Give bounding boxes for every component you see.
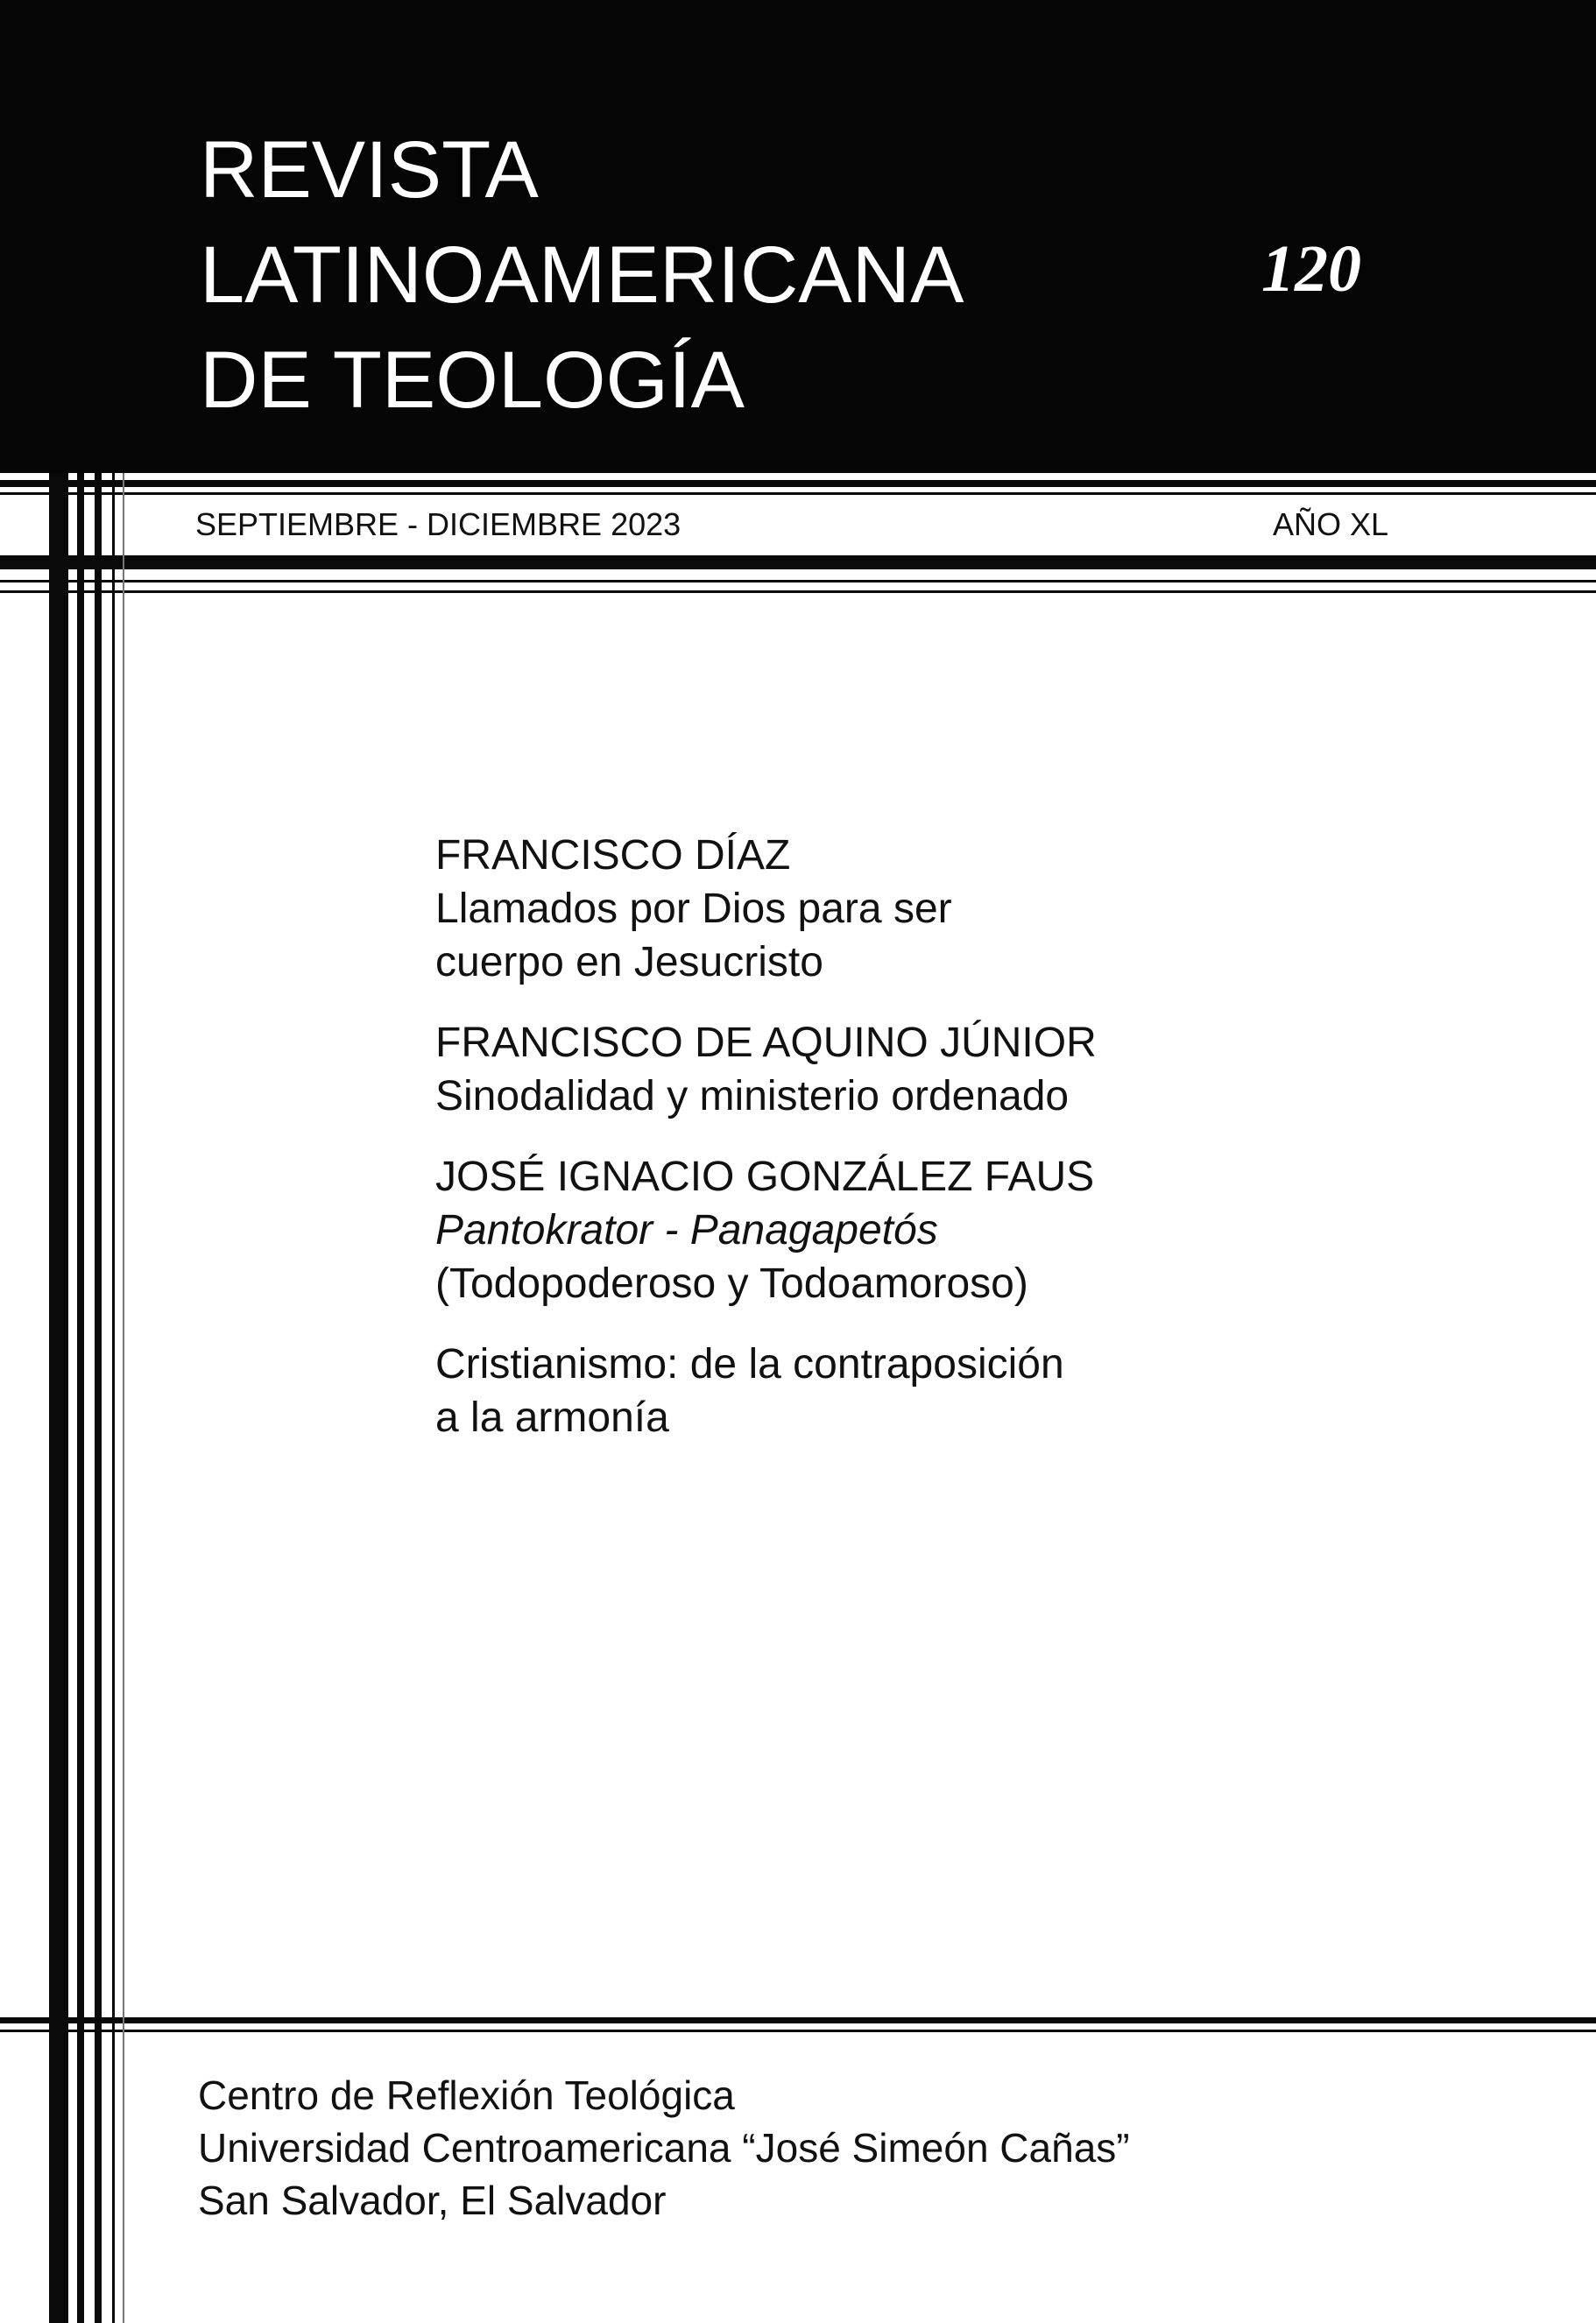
rule-mid-thick [0,555,1596,569]
article-3 [435,1150,1311,1310]
article-title-line: a la armonía [435,1395,669,1441]
article-2 [435,1016,1311,1123]
table-of-contents [435,829,1311,1472]
issue-period: SEPTIEMBRE - DICIEMBRE 2023 [195,506,681,542]
rule-top-thin [0,492,1596,495]
rule-top-thick [0,480,1596,487]
vrule-thick [49,473,68,2323]
issue-year: AÑO XL [1273,506,1389,542]
publisher-line: Centro de Reflexión Teológica [198,2072,735,2118]
article-title-line: Sinodalidad y ministerio ordenado [435,1073,1070,1119]
rule-bottom-thin [0,2030,1596,2032]
vrule-thin-2 [123,473,124,2323]
journal-title-line-2: LATINOAMERICANA [200,230,964,320]
issue-number: 120 [1261,232,1361,306]
article-author: FRANCISCO DE AQUINO JÚNIOR [435,1020,1097,1066]
article-author: FRANCISCO DÍAZ [435,832,791,879]
article-title-line: Cristianismo: de la contraposición [435,1341,1064,1387]
vrule-thin-1 [112,473,115,2323]
journal-title-line-3: DE TEOLOGÍA [200,335,745,425]
journal-title-line-1: REVISTA [200,125,539,215]
vrule-medium-2 [95,473,102,2323]
article-1 [435,829,1311,989]
vrule-medium-1 [77,473,84,2323]
publisher-info [198,2069,1130,2227]
rule-mid-thin-2 [0,590,1596,593]
article-title-line: (Todopoderoso y Todoamoroso) [435,1260,1028,1307]
publisher-line: Universidad Centroamericana “José Simeón Cañas” [198,2125,1130,2171]
rule-mid-thin-1 [0,580,1596,583]
article-title-line: Llamados por Dios para ser [435,886,952,932]
article-author: JOSÉ IGNACIO GONZÁLEZ FAUS [435,1154,1095,1200]
article-4 [435,1338,1311,1444]
rule-bottom-thick [0,2017,1596,2023]
header-band [0,0,1596,473]
article-title-italic: Pantokrator - Panagapetós [435,1207,938,1253]
article-title-line: cuerpo en Jesucristo [435,939,823,985]
publisher-line: San Salvador, El Salvador [198,2178,667,2223]
